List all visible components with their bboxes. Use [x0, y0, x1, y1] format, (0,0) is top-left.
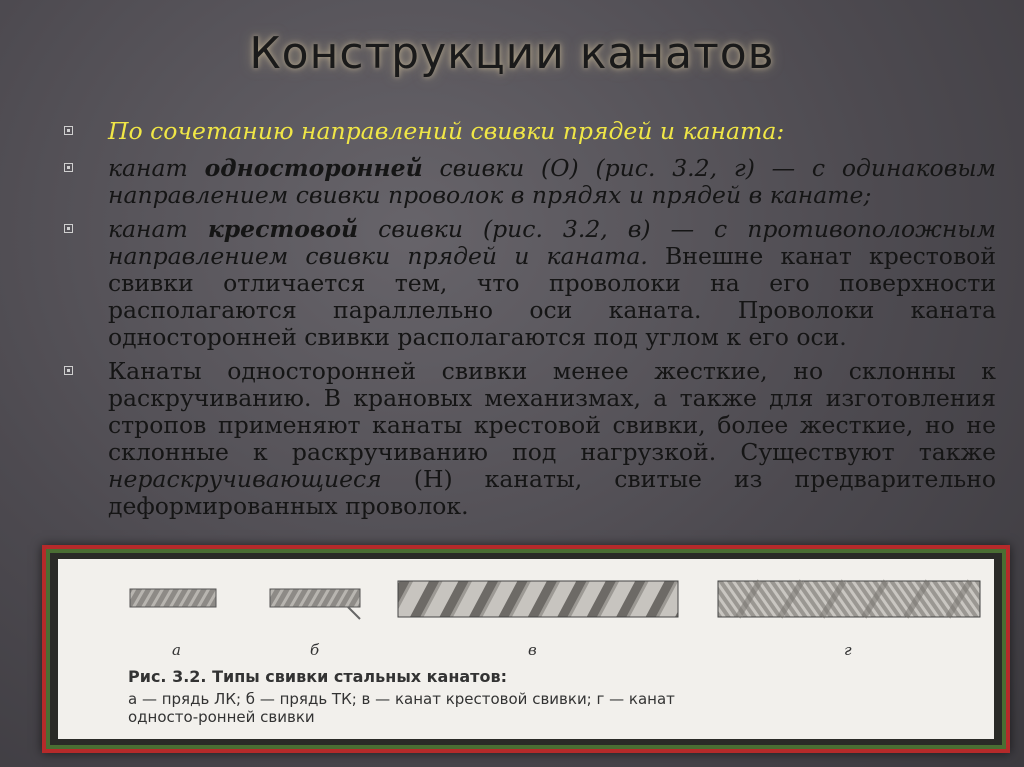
item-text: По сочетанию направлений свивки прядей и каната:: [108, 117, 785, 145]
list-item: [60, 155, 996, 209]
strand-b: [270, 589, 360, 607]
item-text: (Н) канаты, свитые из предварительно деформированных проволок.: [108, 465, 996, 520]
item-text: Канаты односторонней свивки менее жесткие, но склонны к раскручиванию. В крановых механизмах, а также для изготовления стропов применяют канаты крестовой свивки, более жесткие, но не склонные к раскручиванию под нагрузкой. Существуют также: [108, 357, 996, 466]
caption-title: Рис. 3.2. Типы свивки стальных канатов:: [128, 667, 507, 686]
figure-label-b: б: [310, 641, 320, 659]
item-text: свивки (О) (рис. 3.2, г) — с одинаковым направлением свивки проволок в прядях и прядей в канате;: [108, 154, 997, 209]
item-text: свивки (рис. 3.2, в) — с противоположным направлением свивки прядей и каната.: [108, 215, 996, 270]
figure-label-g: г: [844, 641, 852, 659]
item-text: канат: [108, 215, 208, 243]
rope-v: [398, 581, 678, 617]
figure-frame: [42, 545, 1010, 753]
item-emphasis: крестовой: [207, 215, 359, 243]
item-emphasis: односторонней: [204, 154, 423, 182]
bullet-icon: [64, 126, 73, 135]
bullet-icon: [64, 163, 73, 172]
bullet-icon: [64, 366, 73, 375]
figure-label-a: а: [172, 641, 181, 659]
bullet-list: [60, 118, 996, 527]
item-text: канат: [108, 154, 205, 182]
list-item: [60, 358, 996, 520]
list-item: [60, 216, 996, 351]
item-text: Внешне канат крестовой свивки отличается тем, что проволоки на его поверхности располагаются параллельно оси каната. Проволоки каната односторонней свивки располагаются под углом к его оси.: [108, 242, 996, 351]
figure-image: [58, 559, 994, 739]
item-emphasis: нераскручивающиеся: [108, 465, 382, 493]
figure-caption: [128, 667, 728, 726]
bullet-icon: [64, 224, 73, 233]
list-item: [60, 118, 996, 145]
slide-title: Конструкции канатов: [249, 28, 775, 79]
strand-a: [130, 589, 216, 607]
figure-label-v: в: [528, 641, 537, 659]
caption-text: а — прядь ЛК; б — прядь ТК; в — канат крестовой свивки; г — канат односто-ронней свивки: [128, 690, 675, 726]
